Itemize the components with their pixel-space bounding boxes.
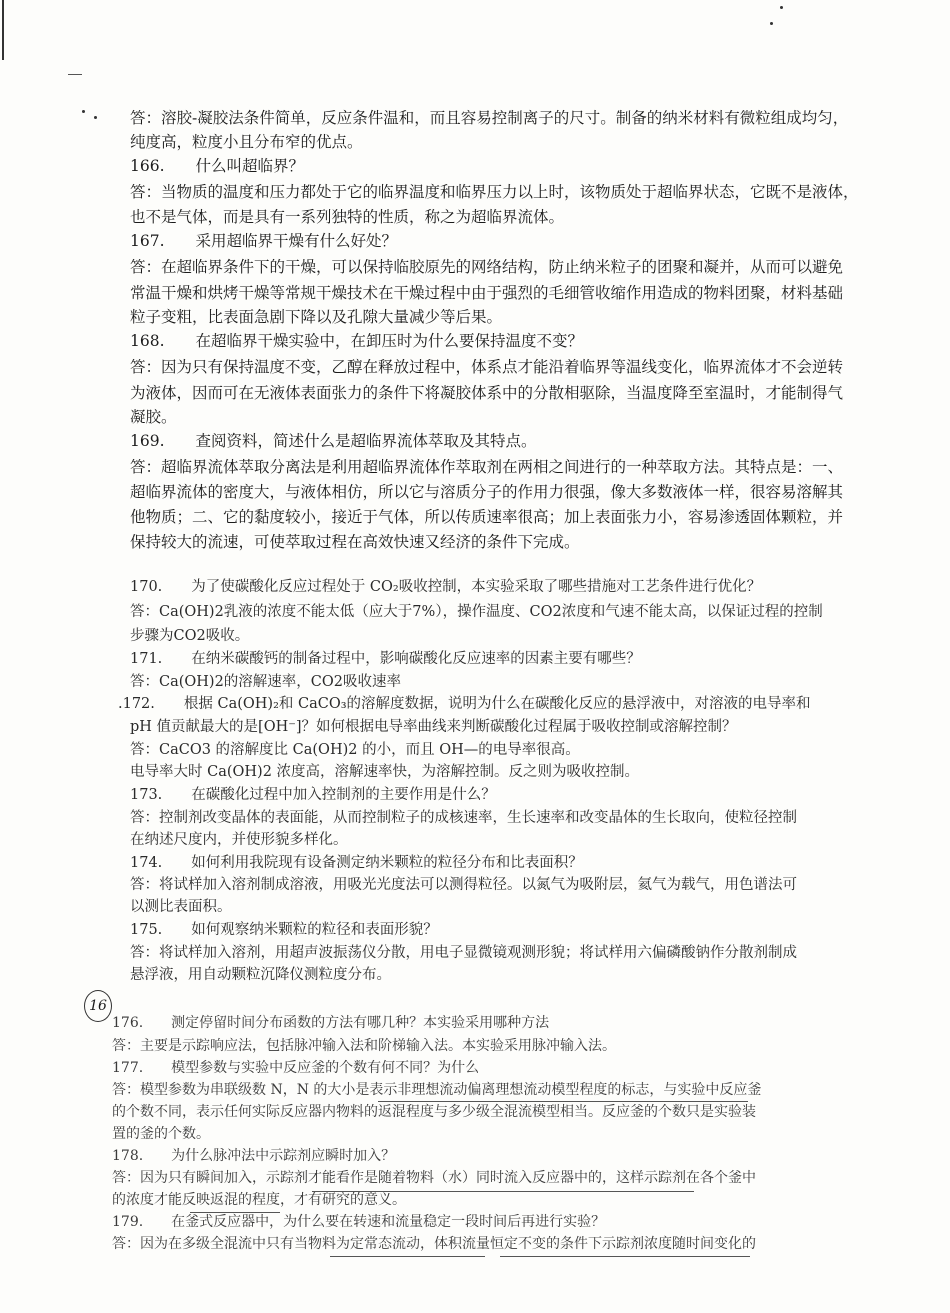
scan-dot (770, 22, 773, 25)
text-line: 的浓度才能反映返混的程度，才有研究的意义。 (112, 1192, 406, 1208)
text-line: 悬浮液，用自动颗粒沉降仪测粒度分布。 (130, 967, 391, 983)
text-line: 粒子变粗，比表面急剧下降以及孔隙大量减少等后果。 (130, 308, 503, 326)
text-line: 步骤为CO2吸收。 (130, 628, 250, 644)
text-line: 170. 为了使碳酸化反应过程处于 CO₂吸收控制，本实验采取了哪些措施对工艺条件进行优化？ (130, 579, 762, 595)
text-line: 答：将试样加入溶剂制成溶液，用吸光光度法可以测得粒径。以氮气为吸附层，氦气为载气，用色谱法可 (130, 877, 797, 893)
margin-edge-mark (2, 0, 4, 60)
pen-underline (312, 1191, 694, 1192)
text-line: 167. 采用超临界干燥有什么好处？ (130, 232, 398, 250)
text-line: 答：超临界流体萃取分离法是利用超临界流体作萃取剂在两相之间进行的一种萃取方法。其特点是：一、 (130, 458, 844, 476)
text-line: 166. 什么叫超临界？ (130, 157, 305, 175)
scan-dot (82, 110, 85, 113)
text-line: 答：因为在多级全混流中只有当物料为定常态流动，体积流量恒定不变的条件下示踪剂浓度随时间变化的 (112, 1236, 756, 1252)
text-line: 169. 查阅资料，简述什么是超临界流体萃取及其特点。 (130, 432, 537, 450)
text-line: 答：溶胶-凝胶法条件简单，反应条件温和，而且容易控制离子的尺寸。制备的纳米材料有微粒组成均匀， (130, 109, 849, 127)
text-line: 答：将试样加入溶剂，用超声波振荡仪分散，用电子显微镜观测形貌；将试样用六偏磷酸钠作分散剂制成 (130, 945, 797, 961)
text-line: pH 值贡献最大的是[OH⁻]？如何根据电导率曲线来判断碳酸化过程属于吸收控制或溶解控制？ (130, 719, 737, 735)
text-line: 常温干燥和烘烤干燥等常规干燥技术在干燥过程中由于强烈的毛细管收缩作用造成的物料团聚，材料基础 (130, 284, 844, 302)
text-line: 纯度高，粒度小且分布窄的优点。 (130, 133, 363, 151)
text-line: 178. 为什么脉冲法中示踪剂应瞬时加入？ (112, 1148, 396, 1164)
text-line: 他物质；二、它的黏度较小，接近于气体，所以传质速率很高；加上表面张力小，容易渗透固体颗粒，并 (130, 508, 844, 526)
text-line: 置的釜的个数。 (112, 1126, 210, 1142)
text-line: 超临界流体的密度大，与液体相仿，所以它与溶质分子的作用力很强，像大多数液体一样，很容易溶解其 (130, 483, 844, 501)
text-line: 176. 测定停留时间分布函数的方法有哪几种？本实验采用哪种方法 (112, 1015, 550, 1031)
text-line: 电导率大时 Ca(OH)2 浓度高，溶解速率快，为溶解控制。反之则为吸收控制。 (130, 764, 640, 780)
text-line: 答：控制剂改变晶体的表面能，从而控制粒子的成核速率，生长速率和改变晶体的生长取向，使粒径控制 (130, 810, 797, 826)
text-line: 的个数不同，表示任何实际反应器内物料的返混程度与多少级全混流模型相当。反应釜的个数只是实验装 (112, 1104, 756, 1120)
text-line: 答：CaCO3 的溶解度比 Ca(OH)2 的小，而且 OH—的电导率很高。 (130, 742, 580, 758)
text-line: 在纳述尺度内，并使形貌多样化。 (130, 832, 348, 848)
text-line: 凝胶。 (130, 408, 177, 426)
text-line: 答：因为只有保持温度不变，乙醇在释放过程中，体系点才能沿着临界等温线变化，临界流体才不会逆转 (130, 358, 844, 376)
text-line: 答：当物质的温度和压力都处于它的临界温度和临界压力以上时，该物质处于超临界状态，它既不是液体， (130, 183, 859, 201)
scan-mark (68, 74, 82, 75)
text-line: 答：模型参数为串联级数 N，N 的大小是表示非理想流动偏离理想流动模型程度的标志，与实验中反应釜 (112, 1082, 762, 1098)
text-line: .172. 根据 Ca(OH)₂和 CaCO₃的溶解度数据，说明为什么在碳酸化反应的悬浮液中，对溶液的电导率和 (118, 696, 811, 712)
text-line: 以测比表面积。 (130, 899, 232, 915)
text-line: 168. 在超临界干燥实验中，在卸压时为什么要保持温度不变？ (130, 332, 584, 350)
scan-dot (94, 116, 97, 119)
text-line: 答：因为只有瞬间加入，示踪剂才能看作是随着物料（水）同时流入反应器中的，这样示踪剂在各个釜中 (112, 1170, 756, 1186)
text-line: 为液体，因而可在无液体表面张力的条件下将凝胶体系中的分散相驱除，当温度降至室温时，才能制得气 (130, 384, 844, 402)
text-line: 171. 在纳米碳酸钙的制备过程中，影响碳酸化反应速率的因素主要有哪些？ (130, 651, 641, 667)
text-line: 177. 模型参数与实验中反应釜的个数有何不同？为什么 (112, 1060, 480, 1076)
pen-underline (190, 1212, 280, 1213)
handwritten-page-mark: 16 (84, 990, 112, 1022)
text-line: 答：Ca(OH)2的溶解速率，CO2吸收速率 (130, 674, 402, 690)
text-line: 也不是气体，而是具有一系列独特的性质，称之为超临界流体。 (130, 208, 565, 226)
text-line: 答：在超临界条件下的干燥，可以保持临胶原先的网络结构，防止纳米粒子的团聚和凝并，从而可以避免 (130, 258, 844, 276)
text-line: 答：主要是示踪响应法，包括脉冲输入法和阶梯输入法。本实验采用脉冲输入法。 (112, 1038, 616, 1054)
pen-underline (500, 1256, 750, 1257)
text-line: 175. 如何观察纳米颗粒的粒径和表面形貌？ (130, 922, 438, 938)
text-line: 174. 如何利用我院现有设备测定纳米颗粒的粒径分布和比表面积？ (130, 855, 583, 871)
text-line: 答：Ca(OH)2乳液的浓度不能太低（应大于7%），操作温度、CO2浓度和气速不能太高，以保证过程的控制 (130, 604, 823, 620)
pen-underline (330, 1256, 485, 1257)
text-line: 173. 在碳酸化过程中加入控制剂的主要作用是什么？ (130, 787, 496, 803)
scan-dot (780, 6, 783, 9)
text-line: 179. 在釜式反应器中，为什么要在转速和流量稳定一段时间后再进行实验？ (112, 1214, 606, 1230)
text-line: 保持较大的流速，可使萃取过程在高效快速又经济的条件下完成。 (130, 533, 580, 551)
pen-underline (378, 1101, 748, 1102)
